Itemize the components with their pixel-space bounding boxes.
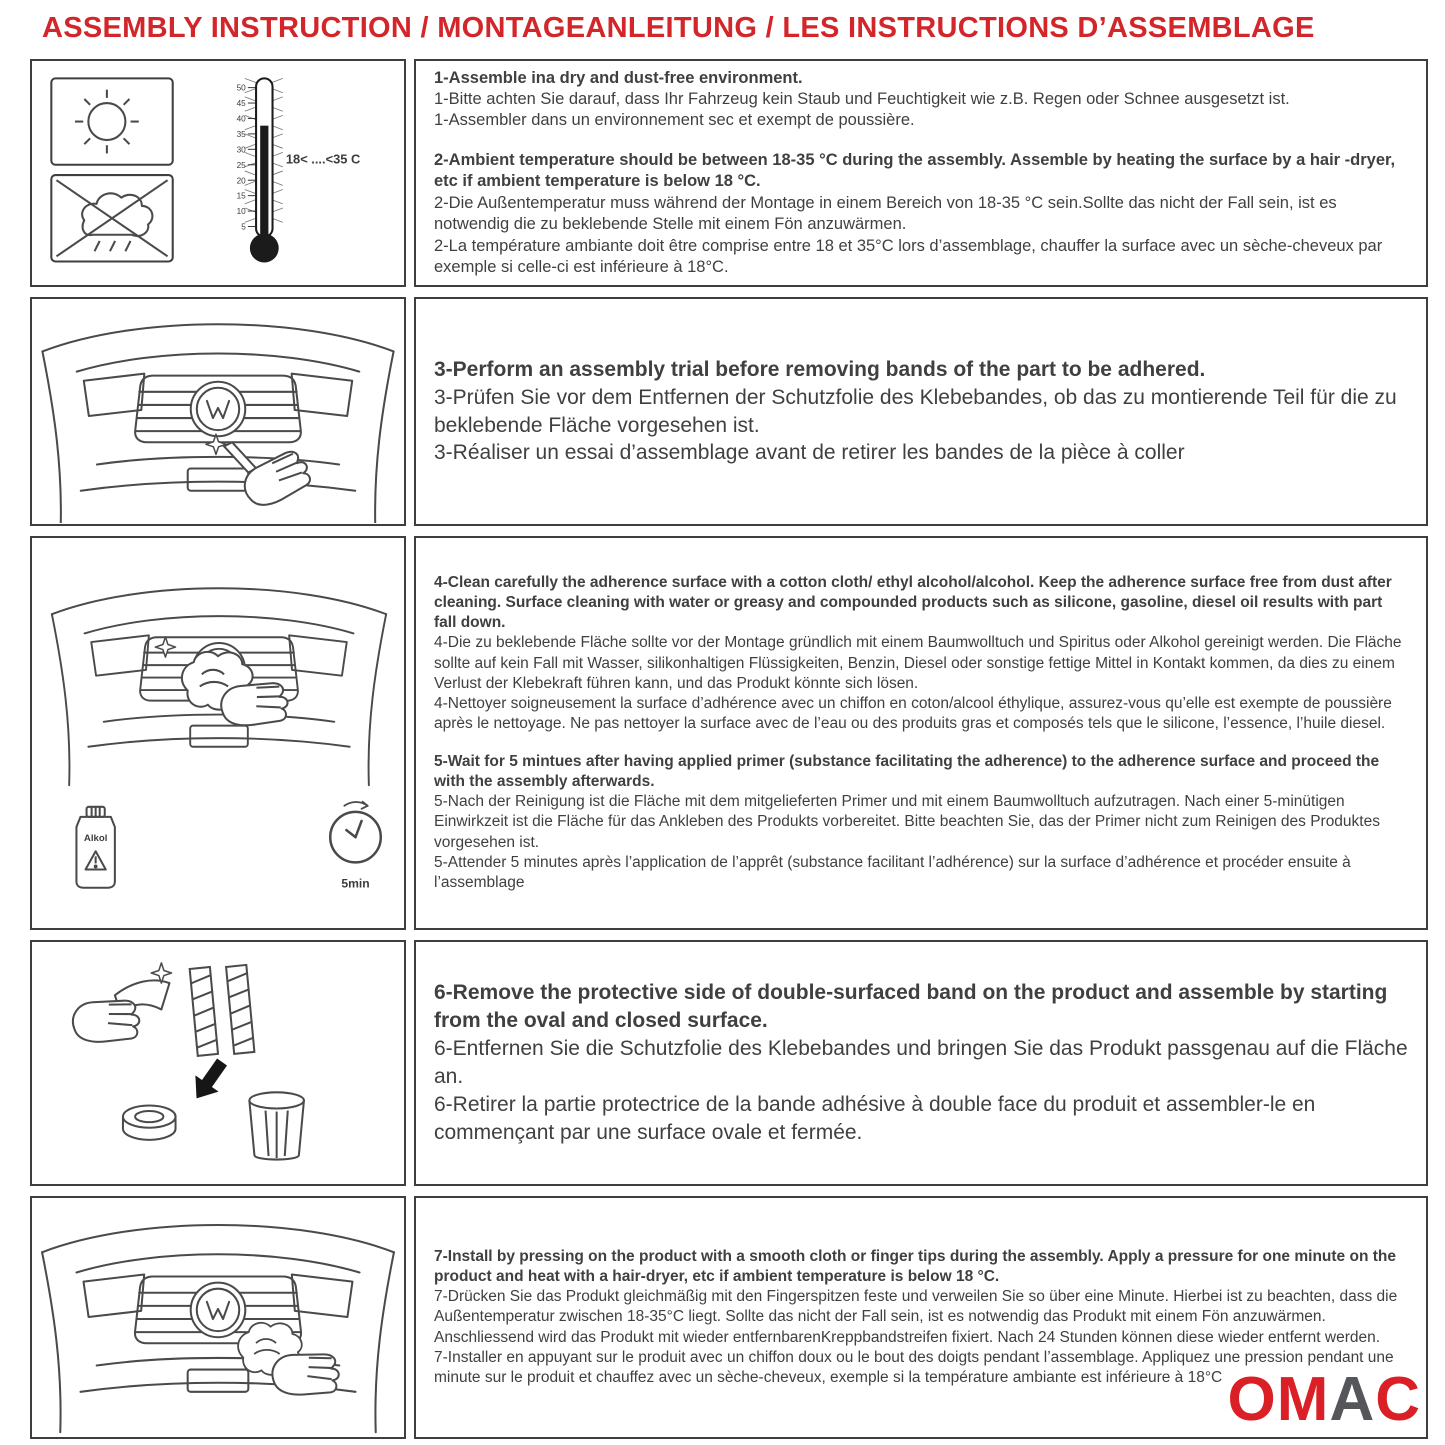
- instruction-block-6: [434, 979, 1408, 1147]
- illustration-climate: [30, 59, 406, 287]
- instruction-block-4: [434, 573, 1408, 734]
- thermo-scale-20: 20: [236, 176, 246, 186]
- trash-can-icon: [249, 1092, 304, 1159]
- section-band-removal: [30, 940, 1428, 1186]
- remove-band-trash-icon: [36, 956, 400, 1170]
- instruction-de: 7-Drücken Sie das Produkt gleichmäßig mit den Fingerspitzen feste und verweilen Sie so über eine Minute. Hierbei ist zu beachten, dass die Außentemperatur zwischen 18-35°C liegt. Sollte das nicht der Fall sein, ist es notwendig das Produkt mit einem Fön anzuwärmen. Anschliessend wird das Produkt mit wieder entfernbarenKreppbandstreifen fixiert. Nach 24 Stunden können diese wieder entfernt werden.: [434, 1288, 1398, 1346]
- section-climate: [30, 59, 1428, 287]
- illustration-pressing: [30, 1196, 406, 1439]
- thermometer-icon: [237, 78, 283, 262]
- logo-letter-o: O: [1227, 1365, 1277, 1434]
- instruction-en: 6-Remove the protective side of double-surfaced band on the product and assemble by starting from the oval and closed surface.: [434, 981, 1388, 1033]
- alcohol-bottle-icon: [76, 807, 114, 888]
- section-pressing: [30, 1196, 1428, 1439]
- instruction-en: 2-Ambient temperature should be between 18-35 °C during the assembly. Assemble by heating the surface by a hair -dryer, etc if ambient temperature is below 18 °C.: [434, 150, 1396, 191]
- omac-logo: [1224, 1367, 1425, 1433]
- instruction-de: 4-Die zu beklebende Fläche sollte vor der Montage gründlich mit einem Baumwolltuch und Spiritus oder Alkohol gereinigt werden. Die Fläche sollte auf kein Fall mit Wasser, silikonhaltigen Flüssigkeiten, Benzin, Diesel oder sonstige fettige Mittel in Kontakt kommen, da dies zu einem Verlust der Klebekraft führen kann, und das Produkt könnte sich lösen.: [434, 634, 1402, 692]
- instruction-block-5: [434, 752, 1408, 893]
- instruction-de: 3-Prüfen Sie vor dem Entfernen der Schutzfolie des Klebebandes, ob das zu montierende Teil für die zu beklebende Fläche vorgesehen ist.: [434, 385, 1397, 437]
- adhesive-band-strips-icon: [190, 965, 255, 1056]
- clock-icon: [330, 802, 381, 863]
- instruction-fr: 1-Assembler dans un environnement sec et exempt de poussière.: [434, 111, 915, 130]
- illustration-band-removal: [30, 940, 406, 1186]
- instruction-en: 7-Install by pressing on the product with a smooth cloth or finger tips during the assembly. Apply a pressure for one minute on the product and heat with a hair-dryer, etc if ambient temperature is below 18 °C.: [434, 1248, 1396, 1286]
- section-cleaning: [30, 536, 1428, 930]
- temperature-range-label: 18< ....<35 C: [285, 151, 361, 167]
- thermo-scale-30: 30: [236, 145, 246, 155]
- arrow-down-icon: [185, 1054, 234, 1107]
- clock-label: 5min: [341, 876, 370, 891]
- instructions-band-removal: [414, 940, 1428, 1186]
- illustration-cleaning: [30, 536, 406, 930]
- instruction-fr: 6-Retirer la partie protectrice de la bande adhésive à double face du produit et assembler-le en commençant par une surface ovale et fermée.: [434, 1092, 1316, 1144]
- thermo-scale-45: 45: [236, 99, 246, 109]
- no-rain-icon: [56, 180, 167, 256]
- instruction-fr: 4-Nettoyer soigneusement la surface d’adhérence avec un chiffon en coton/alcool éthylique, assurez-vous qu’elle est exempte de poussière après le nettoyage. Ne pas nettoyer la surface avec de l’eau ou des produits gras et composés tels que le silicone, l’essence, l’huile diesel.: [434, 694, 1392, 732]
- bottle-label: Alkol: [83, 833, 108, 845]
- sun-rain-thermometer-icon: [43, 66, 393, 280]
- thermo-scale-35: 35: [236, 129, 246, 139]
- logo-letter-a: A: [1329, 1365, 1376, 1434]
- thermo-scale-50: 50: [236, 83, 246, 93]
- instruction-de: 1-Bitte achten Sie darauf, dass Ihr Fahrzeug kein Staub und Feuchtigkeit wie z.B. Regen oder Schnee ausgesetzt ist.: [434, 89, 1290, 108]
- instruction-fr: 2-La température ambiante doit être comprise entre 18 et 35°C lors d’assemblage, chauffer la surface avec un sèche-cheveux par exemple si celle-ci est inférieure à 18°C.: [434, 236, 1383, 277]
- instruction-de: 6-Entfernen Sie die Schutzfolie des Klebebandes und bringen Sie das Produkt passgenau auf die Fläche an.: [434, 1037, 1408, 1088]
- warning-triangle-icon: [86, 851, 106, 869]
- thermo-scale-40: 40: [236, 114, 246, 124]
- instructions-cleaning: [414, 536, 1428, 930]
- instruction-en: 4-Clean carefully the adherence surface with a cotton cloth/ ethyl alcohol/alcohol. Keep the adherence surface free from dust after cleaning. Surface cleaning with water or greasy and compounded products such as silicone, gasoline, diesel oil results with part fall down.: [434, 573, 1392, 632]
- instruction-fr: 3-Réaliser un essai d’assemblage avant de retirer les bandes de la pièce à coller: [434, 441, 1185, 465]
- sun-icon: [75, 90, 139, 154]
- thermo-scale-15: 15: [236, 191, 246, 201]
- instruction-block-3: [434, 356, 1408, 468]
- instruction-block-2: [434, 150, 1408, 279]
- car-grille-press-icon: [36, 1201, 400, 1435]
- instructions-climate: [414, 59, 1428, 287]
- instruction-en: 1-Assemble ina dry and dust-free environment.: [434, 68, 803, 87]
- logo-letter-m: M: [1276, 1365, 1330, 1434]
- instruction-fr: 7-Installer en appuyant sur le produit avec un chiffon doux ou le bout des doigts pendant l’assemblage. Appliquez une pression pendant une minute sur le produit et chauffez avec un sèche-cheveux, exemple si la température ambiante est inférieure à 18°C: [434, 1348, 1394, 1386]
- page-title: ASSEMBLY INSTRUCTION / MONTAGEANLEITUNG / LES INSTRUCTIONS D’ASSEMBLAGE: [42, 12, 1315, 44]
- instruction-block-1: [434, 68, 1408, 132]
- instruction-de: 2-Die Außentemperatur muss während der Montage in einem Bereich von 18-35 °C sein.Sollte das nicht der Fall sein, ist es notwendig die zu beklebende Stelle mit einem Fön anzuwärmen.: [434, 193, 1337, 234]
- instruction-en: 5-Wait for 5 mintues after having applied primer (substance facilitating the adherence) to the adherence surface and proceed the with the assembly afterwards.: [434, 753, 1380, 791]
- illustration-trial: [30, 297, 406, 526]
- section-trial: [30, 297, 1428, 526]
- thermo-scale-25: 25: [236, 160, 246, 170]
- oval-part-icon: [123, 1105, 176, 1139]
- instruction-en: 3-Perform an assembly trial before removing bands of the part to be adhered.: [434, 357, 1206, 381]
- car-grille-trial-icon: [36, 301, 400, 523]
- instruction-de: 5-Nach der Reinigung ist die Fläche mit dem mitgelieferten Primer und mit einem Baumwolltuch aufzutragen. Nach einer 5-minütigen Einwirkzeit ist die Fläche für das Ankleben des Produkts vorbereitet. Bitte beachten Sie, das der Primer nicht zum Reinigen des Produktes vorgesehen ist.: [434, 793, 1380, 851]
- instruction-fr: 5-Attender 5 minutes après l’application de l’apprêt (substance facilitant l’adhérence) sur la surface d’adhérence et procéder ensuite à l’assemblage: [434, 853, 1351, 891]
- logo-letter-c: C: [1375, 1365, 1421, 1434]
- thermo-scale-10: 10: [236, 207, 246, 217]
- car-grille-cleaning-icon: [36, 566, 400, 900]
- thermo-scale-5: 5: [241, 222, 246, 232]
- instructions-trial: [414, 297, 1428, 526]
